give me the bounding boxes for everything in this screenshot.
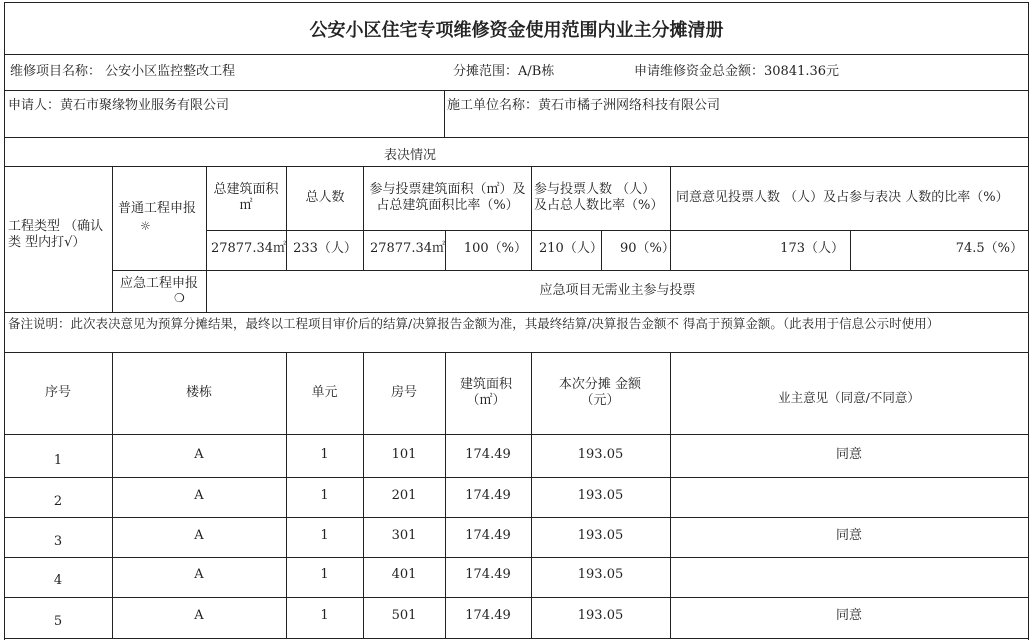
table-row-4-seq: 4 xyxy=(53,573,63,588)
header-agree-people: 同意意见投票人数 （人）及占参与表决 人数的比率（%） xyxy=(676,190,1009,205)
project-name: 维修项目名称： 公安小区监控整改工程 xyxy=(10,64,236,79)
table-row-4-area: 174.49 xyxy=(465,567,511,582)
table-row-1-building: A xyxy=(194,447,204,462)
col-header-room: 房号 xyxy=(390,385,417,400)
value-total-people: 233（人） xyxy=(293,241,357,256)
table-row-4-unit: 1 xyxy=(320,567,329,582)
table-row-5-opinion[interactable]: 同意 xyxy=(835,608,862,623)
header-vote-area: 参与投票建筑面积（㎡）及占总建筑面积比率（%） xyxy=(369,182,526,213)
col-header-building: 楼栋 xyxy=(185,385,212,400)
table-row-5-unit: 1 xyxy=(320,608,329,623)
table-row-1-amount: 193.05 xyxy=(577,447,624,462)
allocation-scope: 分摊范围：A/B栋 xyxy=(453,64,555,79)
table-row-1-area: 174.49 xyxy=(465,447,511,462)
applicant: 申请人：黄石市聚缘物业服务有限公司 xyxy=(8,98,230,113)
table-row-1-room: 101 xyxy=(391,447,417,462)
table-row-3-room: 301 xyxy=(391,528,417,543)
table-row-2-building: A xyxy=(194,488,204,503)
emergency-project-label: 应急工程申报 xyxy=(119,276,198,291)
vote-section-title: 表决情况 xyxy=(383,148,436,163)
value-vote-area-pct: 100（%） xyxy=(463,241,527,256)
table-row-2-amount: 193.05 xyxy=(577,488,624,503)
table-row-3-area: 174.49 xyxy=(465,528,511,543)
col-header-unit: 单元 xyxy=(311,385,338,400)
table-row-2-unit: 1 xyxy=(320,488,329,503)
normal-project-label: 普通工程申报 xyxy=(118,201,197,216)
header-vote-people: 参与投票人数 （人） 及占总人数比率（%） xyxy=(534,182,664,213)
contractor: 施工单位名称：黄石市橘子洲网络科技有限公司 xyxy=(447,98,721,113)
value-agree-people: 173（人） xyxy=(780,241,844,256)
border-right xyxy=(1028,2,1029,640)
value-agree-pct: 74.5（%） xyxy=(955,241,1023,256)
table-row-3-seq: 3 xyxy=(53,534,63,549)
table-row-5-building: A xyxy=(194,608,204,623)
table-row-4-room: 401 xyxy=(391,567,417,582)
remark: 备注说明：此次表决意见为预算分摊结果，最终以工程项目审价后的结算/决算报告金额为准，其最终结算/决算报告金额不 得高于预算金额。（此表用于信息公示时使用） xyxy=(8,316,940,331)
border-bottom xyxy=(4,638,1029,639)
emergency-project-checkbox[interactable]: ❍ xyxy=(174,291,185,305)
table-row-5-area: 174.49 xyxy=(465,608,511,623)
total-amount: 申请维修资金总金额：30841.36元 xyxy=(634,64,840,79)
value-vote-people: 210（人） xyxy=(539,241,603,256)
value-vote-area: 27877.34㎡ xyxy=(369,241,445,256)
table-row-4-building: A xyxy=(194,567,204,582)
table-row-3-amount: 193.05 xyxy=(577,528,624,543)
header-total-people: 总人数 xyxy=(305,190,345,205)
table-row-5-room: 501 xyxy=(391,608,417,623)
table-row-2-seq: 2 xyxy=(53,494,63,509)
table-row-4-amount: 193.05 xyxy=(577,567,624,582)
table-row-1-unit: 1 xyxy=(320,447,329,462)
project-type-label: 工程类型 （确认类 型内打√） xyxy=(8,219,104,250)
table-row-2-room: 201 xyxy=(391,488,417,503)
page-title: 公安小区住宅专项维修资金使用范围内业主分摊清册 xyxy=(309,20,724,41)
col-header-seq: 序号 xyxy=(44,385,71,400)
table-row-2-area: 174.49 xyxy=(465,488,511,503)
border-top xyxy=(4,2,1029,3)
col-header-opinion: 业主意见（同意/不同意） xyxy=(778,390,920,405)
header-total-area: 总建筑面积㎡ xyxy=(213,182,279,213)
value-total-area: 27877.34㎡ xyxy=(210,241,286,256)
table-row-5-amount: 193.05 xyxy=(577,608,624,623)
table-row-3-opinion[interactable]: 同意 xyxy=(835,528,862,543)
value-vote-people-pct: 90（%） xyxy=(620,241,675,256)
table-row-3-unit: 1 xyxy=(320,528,329,543)
emergency-note: 应急项目无需业主参与投票 xyxy=(539,283,696,298)
col-header-area: 建筑面积（㎡） xyxy=(459,377,512,408)
col-header-amount: 本次分摊 金额（元） xyxy=(558,377,642,408)
table-row-1-opinion[interactable]: 同意 xyxy=(835,447,862,462)
table-row-5-seq: 5 xyxy=(53,614,63,629)
table-row-1-seq: 1 xyxy=(53,453,63,468)
normal-project-checkbox[interactable]: ☼ xyxy=(140,219,151,233)
table-row-3-building: A xyxy=(194,528,204,543)
